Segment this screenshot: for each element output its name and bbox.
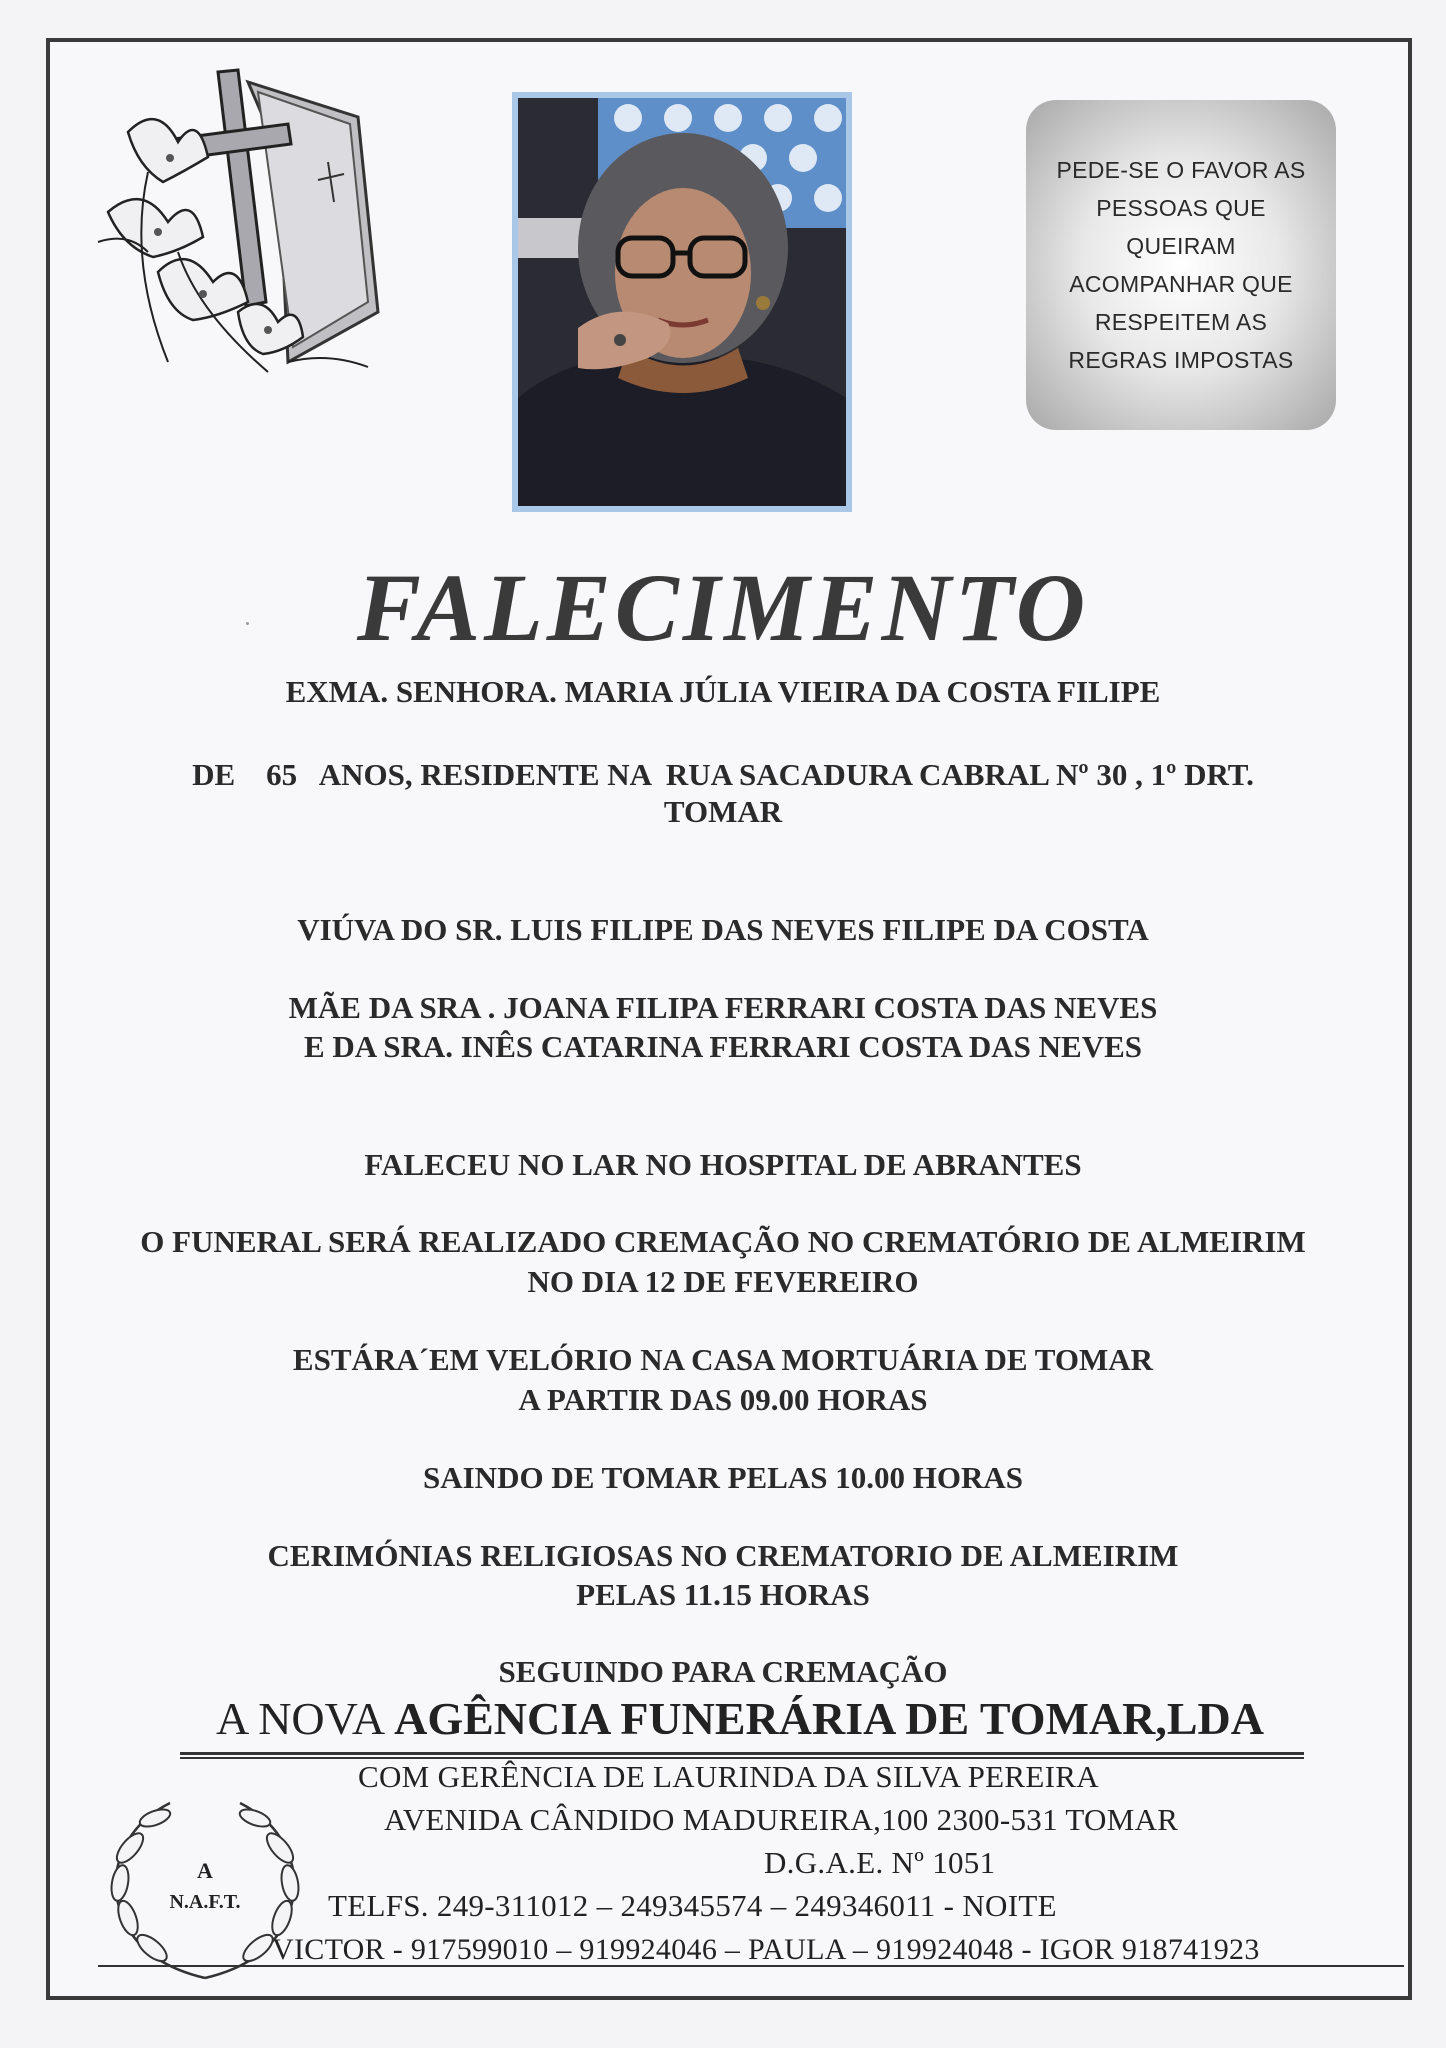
notice-box <box>1026 100 1336 430</box>
agency-underline <box>180 1752 1304 1755</box>
laurel-wreath-logo-icon <box>100 1788 310 1988</box>
agency-management: COM GERÊNCIA DE LAURINDA DA SILVA PEREIRA <box>358 1759 1099 1794</box>
mother-of-2: E DA SRA. INÊS CATARINA FERRARI COSTA DAS NEVES <box>303 1029 1143 1064</box>
age-residence: DE 65 ANOS, RESIDENTE NA RUA SACADURA CABRAL Nº 30 , 1º DRT. <box>192 757 1254 792</box>
departure-info: SAINDO DE TOMAR PELAS 10.00 HORAS <box>422 1460 1023 1495</box>
widow-of: VIÚVA DO SR. LUIS FILIPE DAS NEVES FILIPE DA COSTA <box>297 912 1149 947</box>
notice-text <box>1056 151 1305 379</box>
portrait-image-icon <box>518 98 846 506</box>
mother-of-1: MÃE DA SRA . JOANA FILIPA FERRARI COSTA DAS NEVES <box>288 990 1158 1025</box>
logo-letter: A <box>197 1858 213 1883</box>
notice-line: RESPEITEM AS <box>1094 309 1268 335</box>
page-title: FALECIMENTO <box>356 554 1090 661</box>
notice-line: REGRAS IMPOSTAS <box>1068 347 1294 373</box>
ceremony-info-1: CERIMÓNIAS RELIGIOSAS NO CREMATORIO DE ALMEIRIM <box>267 1538 1179 1573</box>
wake-info-2: A PARTIR DAS 09.00 HORAS <box>518 1382 928 1417</box>
funeral-info-2: NO DIA 12 DE FEVEREIRO <box>527 1264 919 1299</box>
notice-line: QUEIRAM <box>1126 233 1236 259</box>
agency-phones: TELFS. 249-311012 – 249345574 – 249346011 - NOITE <box>328 1888 1057 1923</box>
agency-name-part2: AGÊNCIA FUNERÁRIA DE TOMAR,LDA <box>394 1693 1264 1744</box>
place-of-death: FALECEU NO LAR NO HOSPITAL DE ABRANTES <box>364 1147 1082 1182</box>
agency-name <box>180 1692 1300 1745</box>
wake-info-1: ESTÁRA´EM VELÓRIO NA CASA MORTUÁRIA DE TOMAR <box>292 1342 1154 1377</box>
agency-name-part1: A NOVA <box>216 1693 395 1744</box>
city: TOMAR <box>663 794 783 829</box>
ceremony-info-2: PELAS 11.15 HORAS <box>576 1577 870 1612</box>
agency-address: AVENIDA CÂNDIDO MADUREIRA,100 2300-531 TOMAR <box>384 1802 1179 1837</box>
logo-initials: N.A.F.T. <box>169 1891 241 1913</box>
deceased-name: EXMA. SENHORA. MARIA JÚLIA VIEIRA DA COSTA FILIPE <box>285 674 1161 709</box>
cremation-info: SEGUINDO PARA CREMAÇÃO <box>498 1654 948 1689</box>
cross-emblem-icon <box>88 62 388 392</box>
agency-dgae: D.G.A.E. Nº 1051 <box>764 1845 996 1880</box>
notice-line: PESSOAS QUE <box>1096 195 1266 221</box>
agency-night-phones: VICTOR - 917599010 – 919924046 – PAULA – 919924048 - IGOR 918741923 <box>272 1933 1260 1966</box>
notice-line: ACOMPANHAR QUE <box>1069 271 1293 297</box>
funeral-info-1: O FUNERAL SERÁ REALIZADO CREMAÇÃO NO CREMATÓRIO DE ALMEIRIM <box>140 1224 1306 1259</box>
portrait-photo <box>512 92 852 512</box>
notice-line: PEDE-SE O FAVOR AS <box>1056 157 1306 183</box>
